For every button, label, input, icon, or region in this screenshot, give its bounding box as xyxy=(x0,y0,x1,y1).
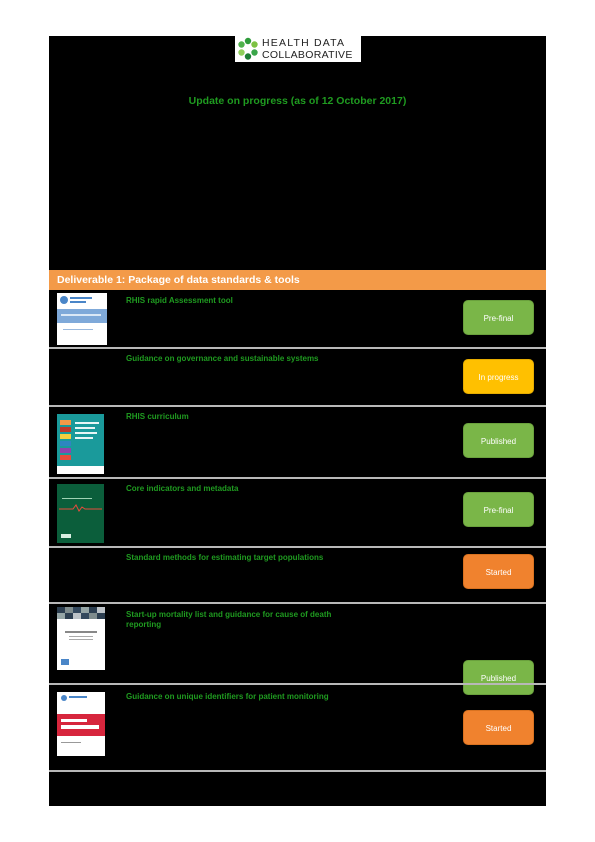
status-badge: Started xyxy=(463,710,534,745)
row-title: Start-up mortality list and guidance for cause of death reporting xyxy=(126,610,332,629)
deliverable-row xyxy=(49,548,546,603)
deliverable-row xyxy=(49,407,546,477)
logo-ring-icon xyxy=(236,37,260,61)
deliverable-row xyxy=(49,685,546,769)
status-badge: Started xyxy=(463,554,534,589)
update-title: Update on progress (as of 12 October 2017) xyxy=(188,95,407,107)
row-title: RHIS rapid Assessment tool xyxy=(126,296,233,305)
deliverable-row xyxy=(49,479,546,546)
unique-identifiers-cover-thumbnail xyxy=(57,692,105,756)
rhis-assessment-cover-thumbnail xyxy=(57,293,107,345)
status-badge: Pre-final xyxy=(463,492,534,527)
deliverable-heading: Deliverable 1: Package of data standards & tools xyxy=(49,270,546,290)
row-title: Guidance on unique identifiers for patient monitoring xyxy=(126,692,329,701)
deliverable-row xyxy=(49,349,546,406)
row-title: Standard methods for estimating target populations xyxy=(126,553,324,562)
status-badge: In progress xyxy=(463,359,534,394)
status-badge: Pre-final xyxy=(463,300,534,335)
rhis-curriculum-cover-thumbnail xyxy=(57,414,104,474)
mortality-list-cover-thumbnail xyxy=(57,607,105,670)
deliverable-row xyxy=(49,604,546,684)
logo-text-line1: HEALTH DATA xyxy=(262,37,346,49)
row-divider xyxy=(49,770,546,772)
health-data-collaborative-logo xyxy=(235,36,361,62)
document-page xyxy=(49,36,546,806)
deliverable-row xyxy=(49,290,546,348)
logo-text-line2: COLLABORATIVE xyxy=(262,49,353,61)
core-indicators-cover-thumbnail xyxy=(57,484,104,543)
status-badge: Published xyxy=(463,423,534,458)
status-badge: Published xyxy=(463,660,534,695)
row-title: Core indicators and metadata xyxy=(126,484,239,493)
row-title: Guidance on governance and sustainable systems xyxy=(126,354,319,363)
row-title: RHIS curriculum xyxy=(126,412,189,421)
